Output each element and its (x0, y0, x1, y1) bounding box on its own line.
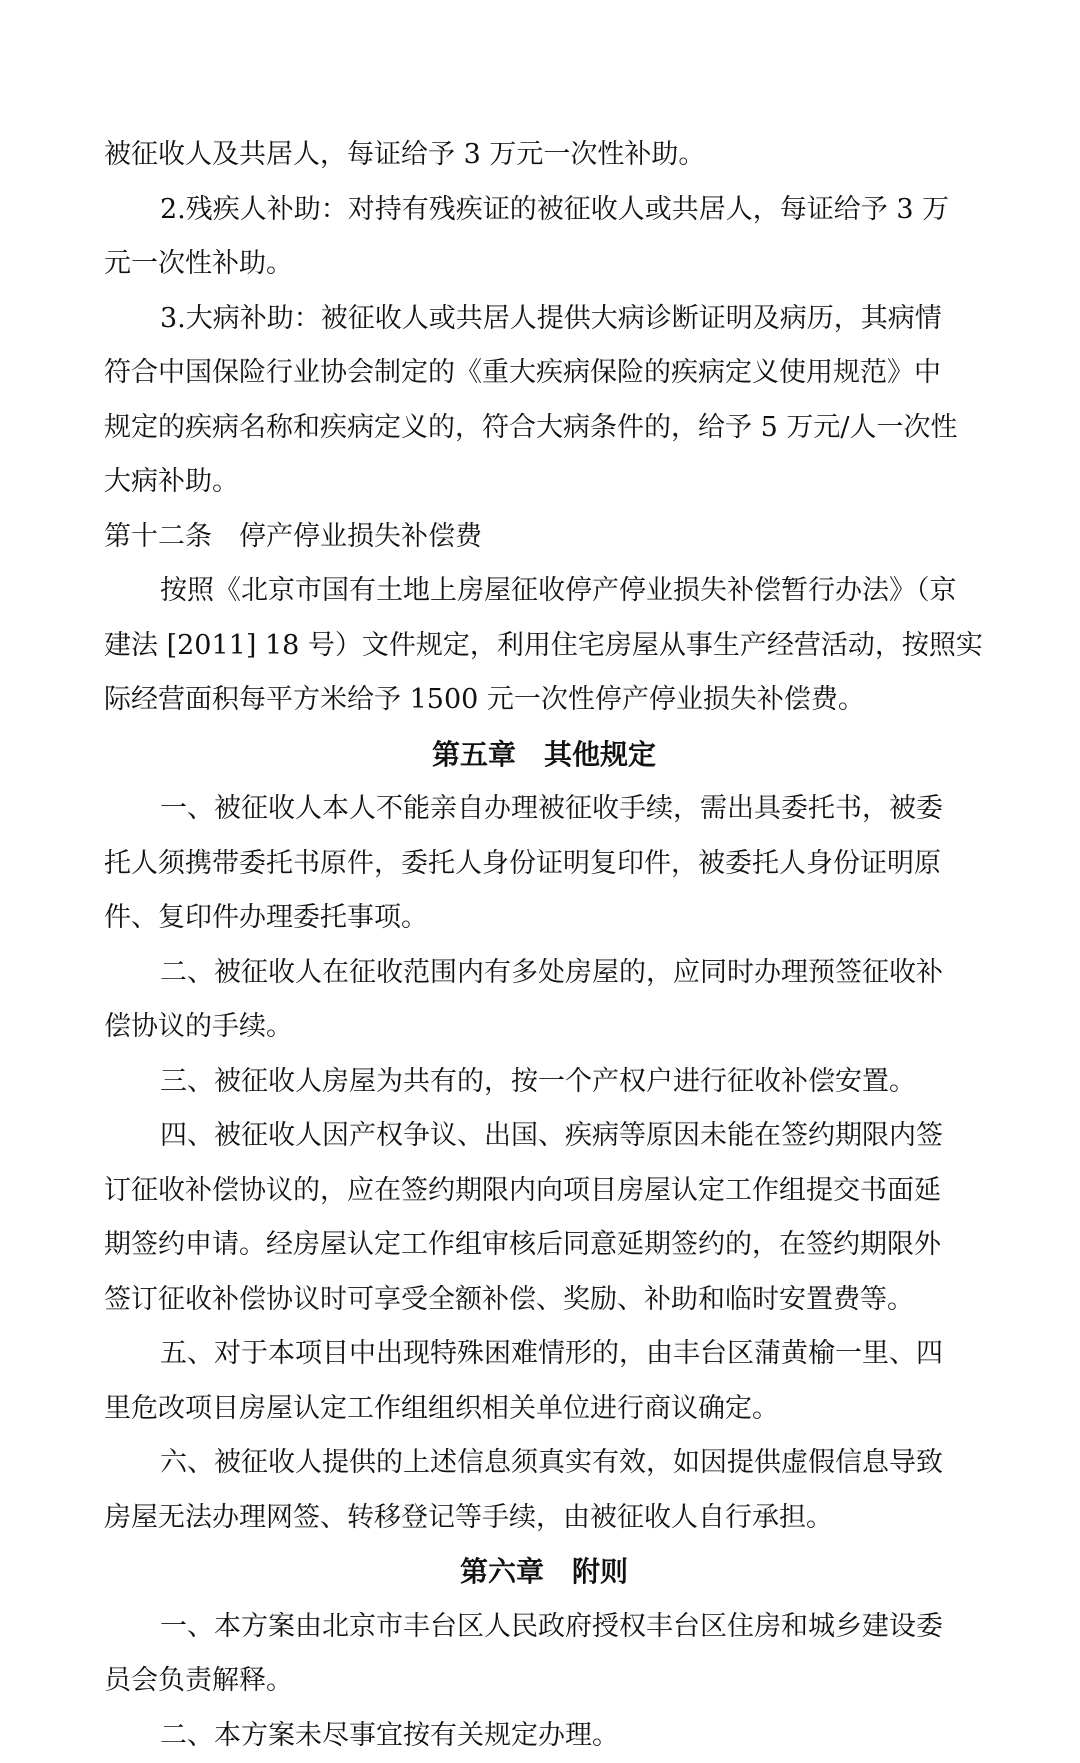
paragraph-disability-subsidy: 2.残疾人补助：对持有残疾证的被征收人或共居人，每证给予 3 万 (104, 183, 984, 238)
text-line: 大病补助。 (104, 455, 984, 510)
text-line: 订征收补偿协议的，应在签约期限内向项目房屋认定工作组提交书面延 (104, 1164, 984, 1219)
document-body (104, 128, 984, 1763)
paragraph-multiple-houses: 二、被征收人在征收范围内有多处房屋的，应同时办理预签征收补 (104, 946, 984, 1001)
paragraph-delayed-signing: 四、被征收人因产权争议、出国、疾病等原因未能在签约期限内签 (104, 1109, 984, 1164)
text-line: 员会负责解释。 (104, 1654, 984, 1709)
text-line: 规定的疾病名称和疾病定义的，符合大病条件的，给予 5 万元/人一次性 (104, 401, 984, 456)
chapter-6-heading: 第六章 附则 (104, 1545, 984, 1600)
paragraph-joint-ownership: 三、被征收人房屋为共有的，按一个产权户进行征收补偿安置。 (104, 1055, 984, 1110)
paragraph-business-loss: 按照《北京市国有土地上房屋征收停产停业损失补偿暂行办法》（京 (104, 564, 984, 619)
text-line: 建法 [2011] 18 号）文件规定，利用住宅房屋从事生产经营活动，按照实 (104, 619, 984, 674)
text-line: 符合中国保险行业协会制定的《重大疾病保险的疾病定义使用规范》中 (104, 346, 984, 401)
chapter-5-heading: 第五章 其他规定 (104, 728, 984, 783)
text-line: 房屋无法办理网签、转移登记等手续，由被征收人自行承担。 (104, 1491, 984, 1546)
text-line: 期签约申请。经房屋认定工作组审核后同意延期签约的，在签约期限外 (104, 1218, 984, 1273)
paragraph-special-hardship: 五、对于本项目中出现特殊困难情形的，由丰台区蒲黄榆一里、四 (104, 1327, 984, 1382)
paragraph-other-matters: 二、本方案未尽事宜按有关规定办理。 (104, 1709, 984, 1763)
article-12-heading: 第十二条 停产停业损失补偿费 (104, 510, 984, 565)
text-line: 际经营面积每平方米给予 1500 元一次性停产停业损失补偿费。 (104, 673, 984, 728)
paragraph-serious-illness-subsidy: 3.大病补助：被征收人或共居人提供大病诊断证明及病历，其病情 (104, 292, 984, 347)
text-line: 托人须携带委托书原件，委托人身份证明复印件，被委托人身份证明原 (104, 837, 984, 892)
text-line: 被征收人及共居人，每证给予 3 万元一次性补助。 (104, 128, 984, 183)
paragraph-true-information: 六、被征收人提供的上述信息须真实有效，如因提供虚假信息导致 (104, 1436, 984, 1491)
text-line: 里危改项目房屋认定工作组组织相关单位进行商议确定。 (104, 1382, 984, 1437)
text-line: 件、复印件办理委托事项。 (104, 891, 984, 946)
paragraph-interpretation: 一、本方案由北京市丰台区人民政府授权丰台区住房和城乡建设委 (104, 1600, 984, 1655)
paragraph-proxy: 一、被征收人本人不能亲自办理被征收手续，需出具委托书，被委 (104, 782, 984, 837)
text-line: 元一次性补助。 (104, 237, 984, 292)
text-line: 偿协议的手续。 (104, 1000, 984, 1055)
text-line: 签订征收补偿协议时可享受全额补偿、奖励、补助和临时安置费等。 (104, 1273, 984, 1328)
